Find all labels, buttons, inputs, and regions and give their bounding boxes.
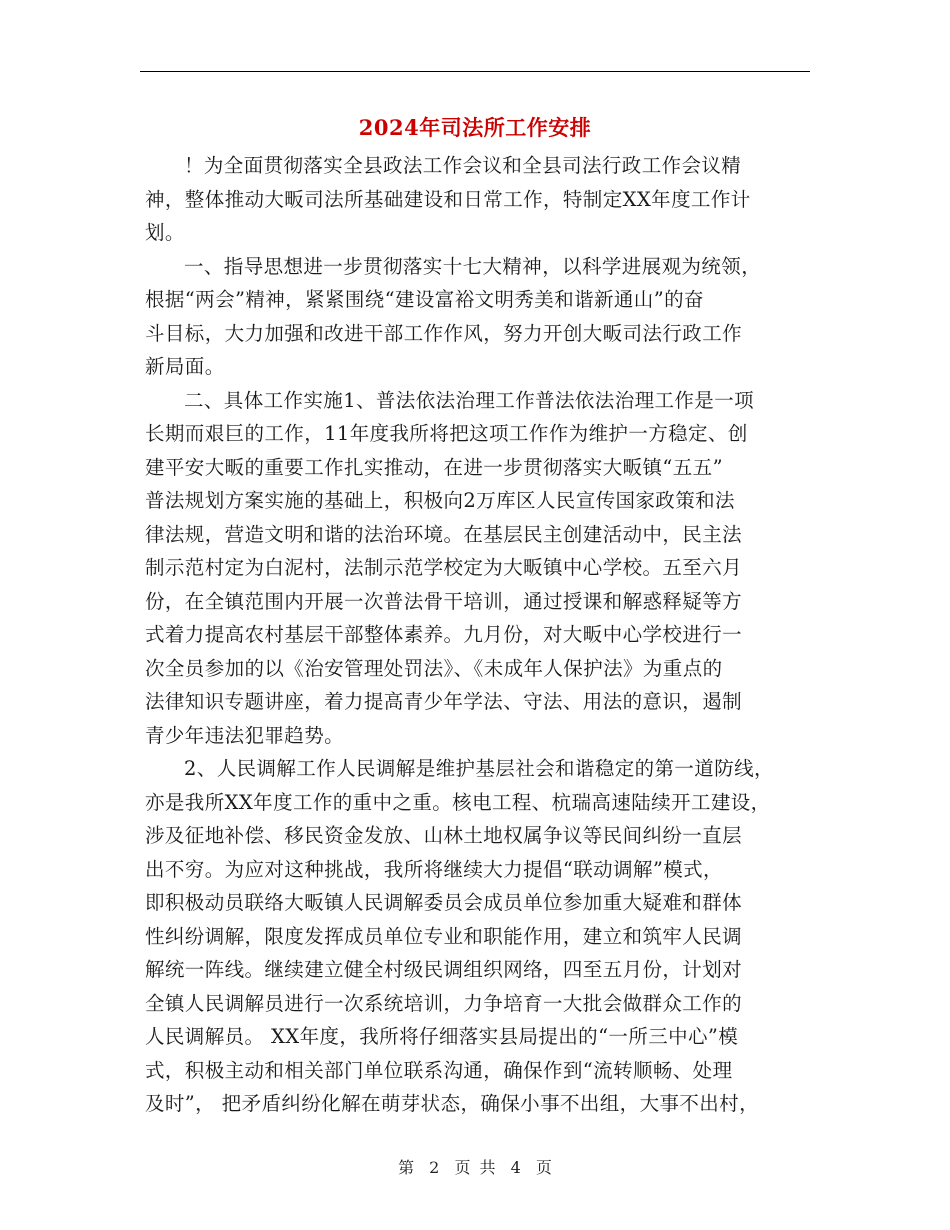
- text-line: 人民调解员。 XX年度，我所将仔细落实县局提出的“一所三中心”模: [145, 1025, 739, 1048]
- text-line: 解统一阵线。继续建立健全村级民调组织网络，四至五月份，计划对: [145, 958, 743, 981]
- text-line: 性纠纷调解，限度发挥成员单位专业和职能作用，建立和筑牢人民调: [145, 924, 743, 948]
- text-line: 及时”， 把矛盾纠纷化解在萌芽状态，确保小事不出组，大事不出村，: [145, 1092, 759, 1115]
- text-line: 斗目标，大力加强和改进干部工作作风，努力开创大畈司法行政工作: [145, 321, 743, 345]
- paragraph-guiding-thought: [145, 250, 815, 384]
- text-line: 式着力提高农村基层干部整体素养。九月份，对大畈中心学校进行一: [145, 623, 743, 646]
- text-line: 法律知识专题讲座，着力提高青少年学法、守法、用法的意识，遏制: [145, 690, 743, 713]
- text-line: 次全员参加的以《治安管理处罚法》、《未成年人保护法》为重点的: [145, 656, 723, 680]
- text-line: 新局面。: [145, 355, 225, 378]
- text-line: 青少年违法犯罪趋势。: [145, 723, 345, 747]
- text-line: 根据“两会”精神，紧紧围绕“建设富裕文明秀美和谐新通山”的奋: [145, 288, 704, 311]
- footer-prefix: 第: [398, 1158, 415, 1177]
- text-line: 亦是我所XX年度工作的重中之重。核电工程、杭瑞高速陆续开工建设，: [145, 790, 771, 814]
- document-body: [145, 149, 815, 1121]
- text-line: 式，积极主动和相关部门单位联系沟通，确保作到“流转顺畅、处理: [145, 1058, 733, 1082]
- page-footer: [0, 1155, 950, 1178]
- text-line: 一、指导思想进一步贯彻落实十七大精神，以科学进展观为统领，: [184, 254, 762, 278]
- text-line: 即积极动员联络大畈镇人民调解委员会成员单位参加重大疑难和群体: [145, 891, 743, 914]
- text-line: 二、具体工作实施1、普法依法治理工作普法依法治理工作是一项: [184, 388, 755, 412]
- text-line: 普法规划方案实施的基础上，积极向2万库区人民宣传国家政策和法: [145, 489, 735, 512]
- footer-total-pages: 4: [510, 1158, 521, 1177]
- text-line: 份，在全镇范围内开展一次普法骨干培训，通过授课和解惑释疑等方: [145, 589, 743, 613]
- text-line: 律法规，营造文明和谐的法治环境。在基层民主创建活动中，民主法: [145, 522, 743, 546]
- document-title: 2024年司法所工作安排: [358, 115, 592, 140]
- footer-middle: 页 共: [454, 1158, 496, 1177]
- text-line: 制示范村定为白泥村，法制示范学校定为大畈镇中心学校。五至六月: [145, 556, 743, 579]
- text-line: 全镇人民调解员进行一次系统培训，力争培育一大批会做群众工作的: [145, 991, 743, 1015]
- header-rule: [140, 71, 810, 72]
- text-line: 涉及征地补偿、移民资金发放、山林土地权属争议等民间纠纷一直层: [145, 824, 743, 847]
- paragraph-mediation: [145, 752, 815, 1121]
- text-line: 2、人民调解工作人民调解是维护基层社会和谐稳定的第一道防线，: [184, 757, 774, 780]
- footer-suffix: 页: [535, 1158, 552, 1177]
- paragraph-legal-education: [145, 384, 815, 753]
- text-line: 神，整体推动大畈司法所基础建设和日常工作，特制定XX年度工作计: [145, 187, 751, 211]
- footer-page-number: 2: [429, 1158, 440, 1177]
- text-line: 划。: [145, 221, 185, 244]
- text-line: 建平安大畈的重要工作扎实推动，在进一步贯彻落实大畈镇“五五”: [145, 455, 723, 479]
- text-line: 长期而艰巨的工作，11年度我所将把这项工作作为维护一方稳定、创: [145, 422, 748, 445]
- text-line: ！为全面贯彻落实全县政法工作会议和全县司法行政工作会议精: [184, 154, 742, 177]
- paragraph-intro: [145, 149, 815, 250]
- text-line: 出不穷。为应对这种挑战，我所将继续大力提倡“联动调解”模式，: [145, 857, 723, 881]
